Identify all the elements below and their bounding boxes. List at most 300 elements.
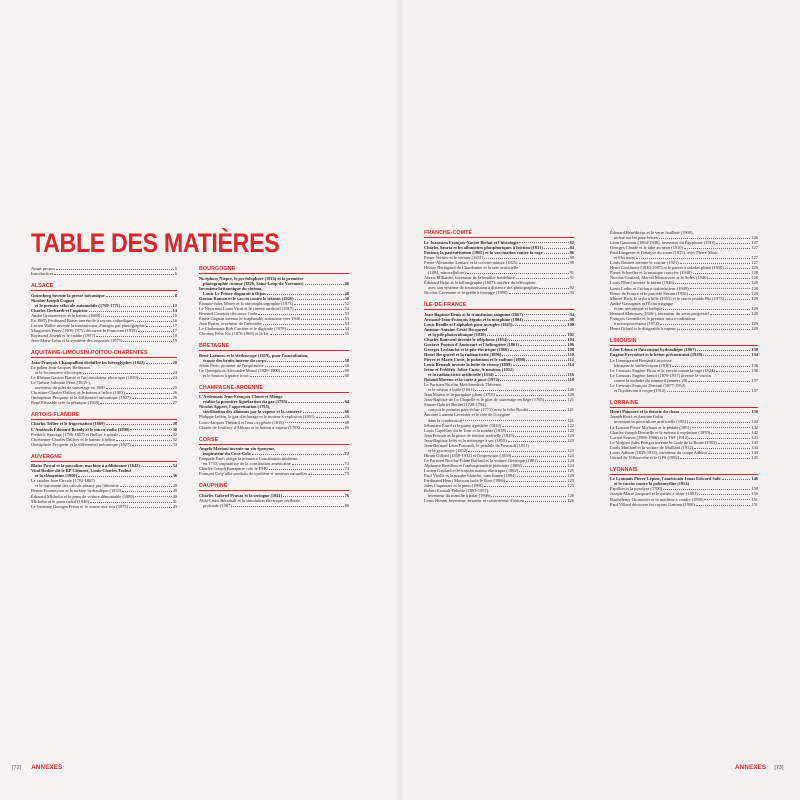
entry-title: Lucien Gaulard et le transformateur électrique (1882) (424, 467, 519, 473)
entry-page-number: 6 (174, 271, 177, 277)
entry-page-number: 104 (567, 336, 574, 342)
dot-leader (263, 324, 344, 325)
entry-title: Le Creusois François Dentaut (1877-1952) (610, 382, 686, 388)
entry-title: Charles Bourseul invente le téléphone (1854) (424, 336, 508, 342)
dot-leader (636, 258, 751, 259)
entry-title: Jean-Baptiste Jeffy et le nettoyage à sec (1855) (424, 437, 507, 443)
dot-leader (526, 360, 566, 361)
entry-title: Philippe Lebon, le gaz d'éclairage et le moteur à explosion (1801) (199, 414, 315, 420)
entry-title: Charles Gerhardt et l'aspirine (31, 307, 88, 313)
entry-page-number: 123 (567, 447, 574, 453)
toc-section (31, 283, 177, 343)
dot-leader (132, 445, 172, 446)
dot-leader (539, 288, 568, 289)
dot-leader (699, 494, 751, 495)
dot-leader (89, 311, 172, 312)
entry-page-number: 24 (172, 374, 177, 380)
entry-page-number: 53 (344, 315, 349, 321)
entry-page-number: 129 (751, 305, 758, 311)
section-heading: ALSACE (31, 283, 177, 291)
dot-leader (524, 320, 569, 321)
toc-entry[interactable] (31, 504, 177, 509)
entry-title: Barthélemy Thimonier et la machine à coudre (1830) (610, 496, 704, 502)
entry-page-number: 32 (172, 431, 177, 437)
entry-page-number: 82 (569, 239, 574, 245)
dot-leader (141, 466, 172, 467)
toc-column-2 (199, 266, 349, 515)
entry-title: Raymond Joseph et le caddie (1957) (31, 332, 96, 338)
dot-leader (539, 461, 567, 462)
entry-page-number: 129 (751, 290, 758, 296)
entry-title: Le catalan Jean Circale (1792-1867) (31, 478, 95, 484)
entry-page-number: 55 (344, 331, 349, 337)
entry-page-number: 126 (567, 498, 574, 504)
entry-page-number: 106 (567, 341, 574, 347)
entry-title: Bernard Courtois découvre l'iode (199, 310, 258, 316)
dot-leader (529, 410, 566, 411)
entry-title: Pierre Schaeffer et la musique concrète (1948) (610, 270, 692, 276)
dot-leader (517, 476, 567, 477)
entry-page-number: 125 (567, 467, 574, 473)
entry-page-number: 34 (172, 463, 177, 469)
entry-title: Jean-Baptiste de La Chapelle et le gilet de sauvetage en liège (1765) (424, 397, 545, 403)
entry-page-number: 143 (751, 439, 758, 445)
entry-title: profonde (1987) (203, 503, 232, 508)
entry-page-number: 128 (751, 280, 758, 286)
entry-title: Onésiphore Pecqueur et le différentiel mécanique (1827) (31, 441, 131, 447)
toc-entry[interactable] (199, 471, 349, 476)
dot-leader (502, 355, 566, 356)
dot-leader (689, 294, 751, 295)
entry-page-number: 26 (172, 389, 177, 395)
toc-entry[interactable] (31, 400, 177, 405)
entry-page-number: 127 (751, 255, 758, 261)
dot-leader (106, 388, 172, 389)
entry-page-number: 25 (172, 384, 177, 390)
dot-leader (519, 471, 566, 472)
entry-title: stérilisation des aliments par la vapeur et la conserve (203, 409, 302, 415)
dot-leader (281, 371, 343, 372)
entry-page-number: 144 (751, 449, 758, 455)
toc-entry[interactable] (199, 331, 349, 336)
entry-title: Claude de Jouffroy d'Abbans et le bateau à vapeur (1783) (199, 424, 301, 430)
dot-leader (123, 341, 171, 342)
entry-page-number: 16 (172, 312, 177, 318)
entry-title: Pasquale Paoli rédige la première Constitution moderne, (199, 456, 299, 462)
entry-title: Le Chalonnais Bob Carrière et le digicode (1978) (199, 325, 286, 331)
dot-leader (525, 501, 566, 502)
toc-entry[interactable] (31, 338, 177, 343)
entry-page-number: 18 (172, 332, 177, 338)
dot-leader (545, 400, 566, 401)
entry-page-number: 90 (569, 259, 574, 265)
entry-page-number: 118 (567, 377, 574, 383)
entry-title: Lucien Souvet (1886-1966) et la TSF (1912) (610, 434, 689, 440)
entry-page-number: 126 (751, 235, 758, 241)
dot-leader (544, 253, 569, 254)
entry-title: Alphonse Bertillon et l'anthropométrie judiciaire (1882) (424, 462, 523, 468)
entry-page-number: 124 (567, 457, 574, 463)
entry-title: Louis-Jacques Thénard et l'eau oxygénée (1818) (199, 419, 284, 425)
entry-title: Édouard Michelin et le pneu de voiture démontable (1889) (31, 493, 135, 499)
toc-section (31, 454, 177, 509)
toc-entry[interactable] (199, 373, 349, 378)
entry-page-number: 120 (567, 387, 574, 393)
dot-leader (316, 417, 344, 418)
dot-leader (689, 422, 750, 423)
section-heading: CHAMPAGNE-ARDENNE (199, 385, 349, 393)
entry-title: Henri Poincaré et la théorie du chaos (610, 409, 680, 415)
dot-leader (484, 486, 566, 487)
entry-page-number: 114 (567, 361, 574, 367)
toc-section (31, 266, 177, 276)
dot-leader (667, 391, 751, 392)
entry-page-number: 124 (567, 462, 574, 468)
entry-title: Jean Bertin, inventeur de l'aérotrain (199, 320, 262, 326)
entry-page-number: 151 (751, 496, 758, 502)
dot-leader (78, 476, 172, 477)
toc-section (31, 350, 177, 405)
entry-title: Émile Gagnan invente le scaphandre autonome vers 1940 (199, 315, 301, 321)
entry-title: Charles Tellier et le frigorisation (1869) (31, 421, 105, 427)
toc-entry[interactable] (424, 290, 574, 295)
dot-leader (475, 390, 566, 391)
entry-title: François Gernelle et le premier micro-ordinateur (610, 315, 696, 321)
section-heading: DAUPHINÉ (199, 483, 349, 491)
entry-page-number: 129 (751, 310, 758, 316)
entry-page-number: 41 (172, 498, 177, 504)
dot-leader (285, 422, 344, 423)
entry-title: Henri Coutinone (1910-1987) et le panier à salades pliant (1930) (610, 265, 724, 271)
toc-section (199, 437, 349, 477)
entry-title: Louis Renault invente la boîte de vitesse (1899) (424, 361, 512, 367)
entry-page-number: 74 (344, 461, 349, 467)
toc-column-3 (424, 230, 574, 510)
entry-page-number: 128 (751, 270, 758, 276)
entry-title: Gaston Ramon et le vaccin contre le tétanos (1926) (199, 295, 294, 301)
entry-title: Lucien Waller invente la transmission d'images par photographie (31, 322, 145, 328)
dot-leader (694, 448, 750, 449)
dot-leader (677, 329, 751, 330)
entry-title: Le Lorrain Pierre Michaux et le pédale (1861) (610, 424, 692, 430)
entry-title: En 1887, Ferdinand Braun une étoile à rayons cathodiques (31, 317, 134, 323)
entry-page-number: 142 (751, 419, 758, 425)
entry-page-number: 125 (567, 478, 574, 484)
section-heading: FRANCHE-COMTÉ (424, 230, 574, 238)
entry-page-number: 19 (172, 338, 177, 344)
dot-leader (265, 366, 344, 367)
entry-title: Onésiphore Pecqueur et le différentiel mécanique (1827) (31, 394, 131, 400)
entry-title: inventent la pisciculture artificielle (1851) (614, 419, 689, 425)
entry-title: Jehan Péris, pionnier de l'imprimerie (199, 362, 264, 368)
footer-right (735, 764, 784, 771)
entry-title: Gérard de Villecroche et le GPS (1992) (610, 454, 680, 460)
entry-title: René Laënnec et le stéthoscope (1819), pour l'auscultation, (199, 352, 309, 358)
entry-page-number: 91 (569, 269, 574, 275)
toc-entry[interactable] (199, 425, 349, 430)
toc-column-4 (610, 230, 758, 514)
dot-leader (708, 453, 750, 454)
entry-page-number: 36 (172, 473, 177, 479)
entry-title: Louis Braille et l'alphabet pour aveugles (1825) (424, 321, 513, 327)
dot-leader (513, 365, 567, 366)
entry-page-number: 93 (569, 289, 574, 295)
entry-page-number: 125 (567, 473, 574, 479)
entry-title: Louis Capelliny dit le Tour et la tontine (1818) (424, 427, 507, 433)
dot-leader (132, 398, 172, 399)
entry-title: Michelin et le pneu radial (1946) (31, 498, 89, 504)
entry-title: Édouard Belin et le bélinographe (1907), ancêtre du télécopieur (424, 279, 536, 285)
book-gutter (396, 0, 404, 800)
dot-leader (269, 469, 343, 470)
toc-entry[interactable] (610, 455, 758, 460)
dot-leader (512, 456, 566, 457)
entry-page-number: 151 (751, 501, 758, 507)
toc-column-1 (31, 266, 177, 516)
dot-leader (146, 326, 172, 327)
entry-page-number: 146 (751, 476, 758, 482)
entry-title: Léon Edoux et l'ascenseur hydraulique (1867) (610, 347, 696, 353)
entry-page-number: 122 (567, 427, 574, 433)
dot-leader (467, 273, 569, 274)
entry-page-number: 137 (751, 377, 758, 383)
entry-title: Le Tarbais Valentin Pérot (1835-), (31, 379, 91, 385)
entry-page-number: 60 (344, 372, 349, 378)
dot-leader (121, 306, 171, 307)
entry-title: Jean-François Champollion déchiffre les hiéroglyphes (1822) (31, 359, 145, 365)
entry-title: à microprocesseur (1972) (614, 320, 659, 326)
entry-title: René Elissalde créé la pétanque (1940) (31, 399, 100, 405)
toc-section (424, 230, 574, 295)
entry-title: Chronos Félix Kir (1876-1968) et le kir (199, 331, 269, 337)
entry-page-number: 128 (751, 285, 758, 291)
dot-leader (520, 345, 566, 346)
toc-entry[interactable] (31, 442, 177, 447)
entry-title: Louis Hirsan, inventeur, aviateur et constructeur d'avions (424, 498, 525, 504)
dot-leader (693, 273, 751, 274)
entry-title: Roland Moreno et la carte à puce (1974) (424, 377, 500, 383)
entry-page-number: 125 (567, 483, 574, 489)
entry-page-number: 121 (567, 407, 574, 413)
entry-title: Ferdinand Henri Moisson isole le fluor (1886) (424, 478, 506, 484)
entry-title: Gustave Ponton d'Amécourt et l'hélicoptère (1861) (424, 341, 519, 347)
entry-page-number: 80 (344, 503, 349, 508)
entry-title: Le fontenay Georges Fréon et la course aux rois (1975) (31, 503, 129, 509)
entry-title: et le premier véhicule automobile (1769-1771) (35, 302, 121, 308)
entry-page-number: 24 (172, 369, 177, 375)
entry-title: contre la maladie du sommeil (années 20) (614, 377, 688, 383)
entry-title: et le gyroscope (1852) (428, 447, 468, 453)
toc-entry[interactable] (199, 503, 349, 508)
toc-entry[interactable] (610, 502, 758, 507)
entry-title: Gutenberg invente la presse mécanique (31, 292, 105, 298)
entry-title: Le Lyonnais Pierre Lépine, l'américain Jonas Edward Salk (610, 476, 721, 482)
entry-page-number: 53 (344, 310, 349, 316)
entry-title: Le Creusois Eugène Jamot (1879-1937) invente le vaccin (610, 372, 711, 378)
dot-leader (722, 479, 751, 480)
section-heading: ÎLE-DE-FRANCE (424, 302, 574, 310)
dot-leader (258, 314, 343, 315)
entry-page-number: 129 (751, 320, 758, 326)
entry-title: Jean-Bernard Léon Foucault, le pendule de Foucault (1851) (424, 442, 529, 448)
toc-entry[interactable] (31, 271, 177, 276)
entry-page-number: 46 (344, 280, 349, 286)
dot-leader (250, 376, 344, 377)
entry-page-number: 128 (751, 275, 758, 281)
entry-page-number: 123 (567, 432, 574, 438)
entry-page-number: 52 (344, 305, 349, 311)
entry-page-number: 28 (172, 421, 177, 427)
entry-page-number: 84 (569, 244, 574, 250)
entry-page-number: 130 (751, 347, 758, 353)
entry-title: photographie connue (1826, Saint-Loup-de-Varennes) (203, 280, 304, 286)
entry-title: Le Nivernais Louis Vicat et le ciment artificiel (1817) (199, 305, 294, 311)
entry-title: Étienne-Jules Marey et la chronophotographie (1873) (199, 300, 294, 306)
entry-page-number: 5 (174, 266, 177, 271)
dot-leader (294, 304, 344, 305)
dot-leader (502, 426, 566, 427)
dot-leader (519, 263, 569, 264)
section-heading: BRETAGNE (199, 343, 349, 351)
entry-title: inspirateur du Coca-Cola (203, 451, 251, 457)
entry-title: Introduction (31, 271, 53, 277)
entry-title: et l'hydravion à coque (1912) (614, 387, 666, 393)
dot-leader (696, 505, 751, 506)
entry-page-number: 17 (172, 322, 177, 328)
entry-page-number: 136 (751, 367, 758, 373)
dot-leader (718, 443, 751, 444)
dot-leader (267, 361, 343, 362)
dot-leader (96, 336, 172, 337)
dot-leader (122, 491, 171, 492)
dot-leader (513, 325, 566, 326)
entry-title: Simon-Gabriel Boulet (1728-1794) (424, 402, 486, 408)
dot-leader (295, 299, 344, 300)
dot-leader (119, 435, 171, 436)
dot-leader (484, 258, 568, 259)
entry-title: Papillon et la pyrolyse (1790) (610, 486, 663, 492)
entry-title: Hilaire Bernigaud de Chardonnet et la soie artificielle (424, 264, 519, 270)
dot-leader (711, 433, 750, 434)
entry-title: et le vaccin contre la poliomyélite (1954) (614, 481, 690, 487)
dot-leader (288, 402, 343, 403)
toc-section (31, 412, 177, 447)
entry-title: Benoit Fourneyron et la turbine hydraulique (1832) (31, 488, 122, 494)
entry-title: François Coty allie produits de synthèse et senteurs naturelles (199, 471, 308, 477)
section-heading: BOURGOGNE (199, 266, 349, 274)
entry-page-number: 128 (751, 265, 758, 271)
entry-title: et Florisson (614, 255, 635, 261)
toc-section (610, 338, 758, 393)
entry-title: Charles Sauria et les allumettes phosphoriques à friction (1831) (424, 244, 543, 250)
dot-leader (301, 428, 344, 429)
entry-title: et le traitement des calculs rénaux par lithotritie (35, 483, 119, 489)
entry-title: Marguerite Perey (1909-1975) découvre le Francium (1939) (31, 327, 137, 333)
dot-leader (101, 316, 171, 317)
dot-leader (663, 489, 750, 490)
toc-entry[interactable] (610, 326, 758, 331)
dot-leader (106, 296, 174, 297)
entry-page-number: 121 (567, 417, 574, 423)
entry-title: Jules Carpentier et le pneu (1891) (424, 483, 484, 489)
entry-title: Le Rhénan Gaston Planté et l'accumulateur électrique (1859) (31, 374, 138, 380)
toc-entry[interactable] (610, 388, 758, 393)
entry-page-number: 138 (751, 409, 758, 415)
entry-page-number: 94 (569, 311, 574, 317)
toc-entry[interactable] (424, 498, 574, 503)
dot-leader (100, 403, 171, 404)
entry-title: avec son système de transmission à distance des photographies (428, 284, 539, 290)
section-heading: LIMOUSIN (610, 338, 758, 346)
entry-page-number: 14 (172, 307, 177, 313)
entry-title: Georges Leclanché et la pile électrique (1866) (424, 346, 509, 352)
dot-leader (138, 331, 172, 332)
dot-leader (135, 496, 171, 497)
entry-title: bâtisseur le vaille-crayon (1950) (614, 362, 671, 368)
dot-leader (659, 238, 751, 239)
page-title: TABLE DES MATIÈRES (31, 228, 280, 258)
entry-title: Jean-Marie Lehn et la synthèse des cryptates (1975) (31, 338, 123, 344)
entry-title: Louis Réard invente le bikini (1946) (610, 280, 675, 286)
entry-title: André Gassagnes et l'Écho magique (610, 300, 674, 306)
entry-title: Le Jurassien François-Xavier Bichat et l'histologie (424, 239, 519, 245)
dot-leader (267, 294, 344, 295)
entry-page-number: 123 (567, 437, 574, 443)
dot-leader (690, 288, 751, 289)
entry-page-number: 33 (172, 441, 177, 447)
dot-leader (129, 507, 172, 508)
dot-leader (305, 284, 344, 285)
entry-page-number: 129 (751, 295, 758, 301)
section-heading: CORSE (199, 437, 349, 445)
entry-page-number: 54 (344, 320, 349, 326)
dot-leader (487, 335, 567, 336)
entry-title: Le Parisien Nicolas Melchisedech Thévenot (424, 382, 502, 388)
dot-leader (135, 321, 172, 322)
entry-page-number: 27 (172, 399, 177, 405)
entry-title: Hiram Gillard (1858-1932) et l'impression (1839) (424, 452, 512, 458)
section-heading: ARTOIS-FLANDRE (31, 412, 177, 420)
dot-leader (660, 324, 751, 325)
toc-section (199, 266, 349, 336)
entry-title: Armand-Jean-François Séguin et la morphine (1804) (424, 316, 523, 322)
entry-title: Blaise Pascal et la pascaline, machine à additionner (1642) (31, 463, 140, 469)
dot-leader (506, 481, 566, 482)
entry-title: Charles-Joseph Donuelle et le moteur à explosion (1870) (610, 429, 711, 435)
entry-title: inventeur du gilet de sauvetage en 1889 (35, 384, 105, 390)
entry-page-number: 116 (567, 372, 574, 378)
entry-page-number: 32 (172, 436, 177, 442)
entry-page-number: 102 (567, 331, 574, 337)
entry-title: en 1755, inspiratrice de la constitution américaine (203, 461, 291, 467)
entry-title: Le Parisien Nicolas-Edme Raffard et la voiture électrique (1881) (424, 457, 538, 463)
entry-title: conçoit le premier pare-éclair (1771) avec la folie Boulet (428, 407, 528, 413)
entry-title: utilisé sur les pare-brises (614, 235, 658, 241)
entry-page-number: 129 (751, 325, 758, 331)
dot-leader (516, 278, 569, 279)
dot-leader (252, 454, 344, 455)
footer-label-right: ANNEXES (735, 764, 767, 771)
entry-page-number: 64 (344, 399, 349, 405)
entry-title: (1884, nitrocellulose) (428, 269, 466, 275)
entry-title: Nicolas Appert, l'appertisation (1795), (199, 404, 271, 410)
dot-leader (270, 334, 344, 335)
entry-page-number: 16 (172, 317, 177, 323)
entry-title: écran mécanique et ludique (614, 305, 663, 311)
entry-title: Louis Muillard et la voiture de Muillard (1912) (610, 444, 694, 450)
dot-leader (704, 499, 750, 500)
entry-title: Le Vosgien Jules Pénigot invente le Code de la Route (1903) (610, 439, 717, 445)
